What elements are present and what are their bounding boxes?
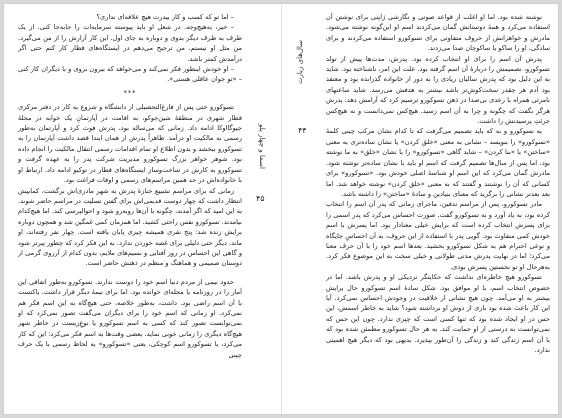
running-title: سال‌های زیارت <box>296 40 304 85</box>
section-separator: *** <box>123 88 137 97</box>
book-spread <box>3 3 559 415</box>
body-paragraph: مادر تسوکورو، پس از مراسم تدفین، ماجرای زمانی که پدر آن اسم را انتخاب کرده بود، به یاد آورد و به تسوکورو گفت. صورت احساس می‌کرد که پدر اسمی را برای پسرش انتخاب کرده است که برایش خیلی معنادار بود. اما پسرش با اسم خودش کمی متفاوت بود. گویی پدر با استفاده از این حروف، به آن احساسِ جایگاه و نوعی احترام هم به شکل تسوکورو بخشید. بعدها اسم خود را با آن حرف معنا می‌کرد؛ اما در نهایت پدرش مدتی طولانی و خیلی سخت به این موضوع فکر کرد. به‌هرحال او تو نخستین پسرش بودی. <box>326 200 550 271</box>
body-paragraph: پدرش آن اسم را برای او انتخاب کرده بود. پدرش، مدت‌ها پیش از تولد تسوکورو، تصمیمش را دربارهٔ آن اسم گرفته بود. علت این امر، ناشناخته بود. شاید به این دلیل بود که پدرش سالیان زیادی را به دور از خانواده گذرانده بود و معتقد بود آدم هر چقدر سخت‌کوش‌تر باشد بیشتر به هدفش می‌رسد. شاید ساعتهای نامرئی همراه با رعدی بی‌صدا در ذهن تسوکورو ترسیم کرد که آرامش دهد. پدرش هرگز نگفت که چگونه و چرا به آن اسم رسید. هیچ‌کس نمی‌دانست و نه هیچ‌کس جرئتِ پرسیدنش را داشت. <box>326 54 550 126</box>
body-paragraph: به تسوکورو و نه که باید تصمیم می‌گرفت که تا کدام نشان مرکب چینی کلمهٔ «تسوکورو» را بنویسد – نشانی به معنی «خلق کردن» یا نشان ساده‌تری به معنی «ساختن» یا «بنا کردن» – شاید گاهی «تسوکورو» را با نشان «خلق» به ما نوشته بود، اما پس از سال‌ها تصمیم گرفت که اسم او باید با نشان ساده‌تر نوشته شود. مادرش گمان می‌کرد که این اسم او شناسهٔ اصلی خودش بود. «تسوکورو» برای کسانی که آن را نوشتند و گفتند که به معنی «خلق کردن» نوشته خواهد شد. اما بعد بعدتر نشانی را برگزید که معنای بنیادین و سادهٔ «ساختن» را داشته باشد. <box>326 127 550 198</box>
body-paragraph: حدود نیمی از مردم دنیا اسم خود را دوست ندارند. تسوکورو به‌طور اتفاقی این آمار را در روزنامه یا مجله‌ای خوانده بود. اما برای نیمهٔ دیگر قرار داشت. یاکتست با آن اسم راضی بود. داشت، به‌طور خلاصه، حتی هیچ‌گاه به این اسم فکر هم نمی‌کرد. او زمانی که اسم خود را برای دیگران می‌گفت تصور نمی‌کرد که او نمی‌توانست تصور کند که کسی به اسم تسوکورو یا نوعِ‌زیست در خاطر شهر هیچ‌گاه دیگری را زمانی خوبی نماید. بعضی وقت‌ها به اسم فکر می‌کرد: این که کار می‌کرد، یا تسوکورو اسم کوچکی، یعنی «تسوکورو» به لحاظ رسمی با یک حرف چینی <box>18 277 242 359</box>
left-page-text <box>18 12 242 412</box>
body-paragraph: نوشته شده بود. اما او اغلب از قواعد صوتی و نگارشی ژاپنی برای نوشتن آن استفاده می‌کرد و همهٔ دوستانش گمان می‌کردند اسم او این‌گونه نوشته می‌شود. مادرش و خواهرانش از حروف متفاوتی برای تسوکورو استفاده می‌کردند و برای سادگی، او را ساکو یا ساکوچان صدا می‌زدند. <box>326 13 550 53</box>
body-paragraph: تسوکورو هیچ خاطره‌ای نداشت که حکایتگر نزدیکی او و پدرش باشد. اما در خصوص انتخاب اسم، با او موافق بود. شکل سادهٔ اسم تسوکورو حال برایش بیشتر به او می‌آمد. چون هیچ نشانی از خلاقیت در وجودش احساس نمی‌کرد. آیا این کار باعث شده بود باری از دوش او برداشته شود؟ شاید به خاطر اسمش، این حس در او ایجاد شده بود که تنها کسی است که چیزی ندارد. چون این حس که نمی‌توانست به درستی از او حمایت کند. به هر حال تسوکورو مطمئن شده بود که با آن اسم زندگی کند و زندگی را آن‌طور بپذیرد. بدیهی بود که دیگر هیچ اهمیتی ندارد. <box>326 273 550 354</box>
running-title: اسما و چهار پلو <box>258 124 266 169</box>
dialogue-line: – اما تو که کسب و کار بیدرت هیچ علاقه‌ای نداری؟ <box>96 13 234 21</box>
right-page <box>282 4 559 414</box>
right-page-text <box>326 12 550 412</box>
page-number: ۴۵ <box>256 194 265 203</box>
dialogue-line: – او خودش اینطور فکر نمی‌کند و می‌خواهد که بیرون بروی و با دیگران کار کنی – «تو جوان عاقلی هستی». <box>18 65 242 84</box>
left-page <box>4 4 282 414</box>
page-number: ۴۴ <box>298 126 307 135</box>
body-paragraph: تسوکورو حتی پس از فارغ‌التحصیلی از دانشگاه و شروع به کار در دفتر مرکزی قطار شهری در منطقهٔ شین‌جوکو، به اقامت در آپارتمانِ یک خوابه در محلهٔ جیوگااوکا ادامه داد. زمانی که می‌ساله بود، پدرش فوت کرد و آپارتمان به‌طور رسمی به مالکیت او درآمد. ظاهراً پدرش از همان ابتدا قصد داشت آپارتمان را به تسوکورو ببخشد و بدون اطلاع او تمام اقدامات رسمی انتقال مالکیت را انجام داده بود. شوهر خواهر بزرگ تسوکورو مدیریت شرکت پدر را به عهده گرفت و تسوکورو به کارش در ساخت‌وساز ایستگاه‌های قطار در توکیو ادامه داد. ارتباط او با خانواده‌اش در حد همین مراسم‌های رسمی و اوقات فراغت بود. <box>18 103 242 185</box>
paragraph-gap <box>18 269 242 277</box>
body-paragraph: زمانی که برای مراسم تشییع جنازهٔ پدرش به شهر مادری‌اش برگشت، کماییش انتظار داشت که چهار دوست قدیمی‌اش برای گفتن تسلیت در مراسم حاضر شوند. به این امید که اگر آمدند، چگونه با آن‌ها روبه‌رو شود و احوالپرسی کند. اما هیچ‌کدام نیامدند. تسوکورو نفس راحتی کشید. اما همزمان کمی غمگین شد و همچون دوباره برایش زنده شد: پنج نفری همیشه چیزی پایان یافته است. چهار نفر رفته‌اند، او ماند. دیگر حتی دلیلی برای غصه خوردن ندارد. به این فکر کرد که چطور پیرتر شود و گاهی این احساس در روز آفتابی و نسیم‌های ملایم، بدون کدام از آرزوی گرمی از دوستان صمیمی و هماهنگ و منظم در ذهنش حاضر است. <box>18 186 242 268</box>
dialogue-line: – خیر، به‌هیچ‌وجه. در شغل او باید پیوسته سرمایه‌ات را جابه‌جا کنی. از یک طرف به طرف دیگر بدوی و دوباره به جای اول. این کار آزارش را از من می‌گیرد. من مثل او نیستم. من ترجیح می‌دهم در ایستگاه‌های قطار کار کنم حتی اگر درآمدش کمتر باشد. <box>18 23 242 63</box>
